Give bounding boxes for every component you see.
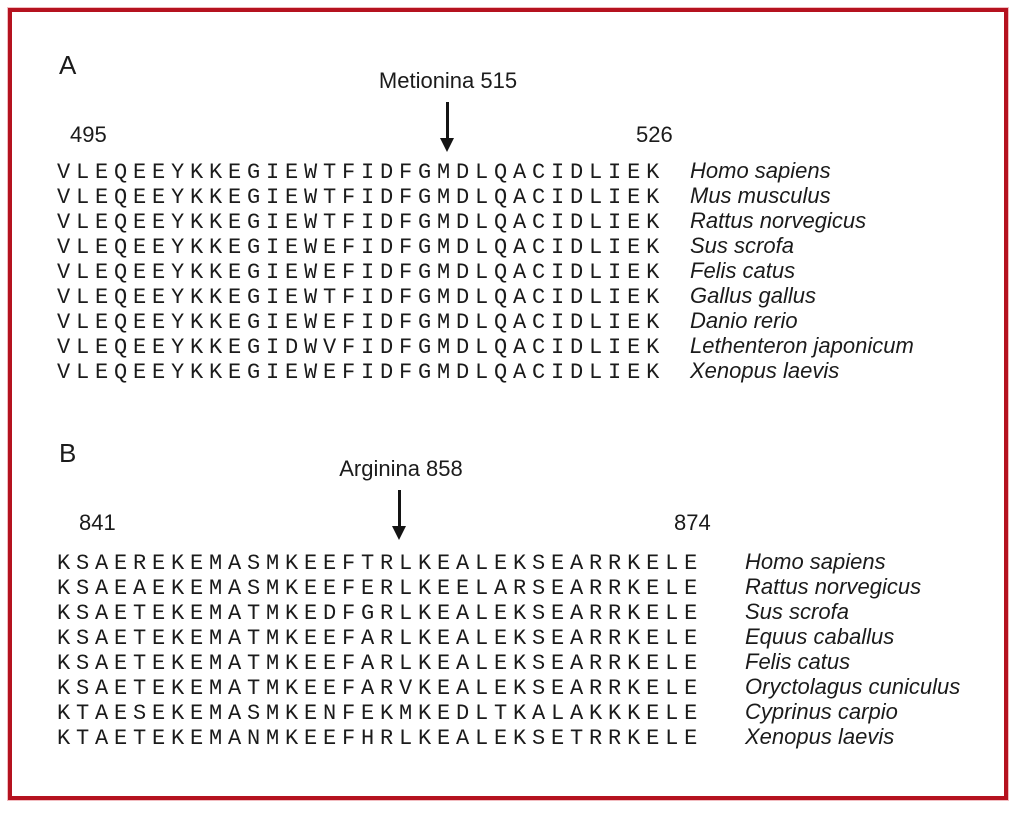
panel-b-range-start: 841 xyxy=(79,510,116,535)
arrow-stem xyxy=(446,102,449,140)
species-name: Lethenteron japonicum xyxy=(690,333,914,358)
sequence-text: KSAETEKEMATMKEEFARLKEALEKSEARRKELE xyxy=(57,626,704,651)
sequence-text: KSAETEKEMATMKEDFGRLKEALEKSEARRKELE xyxy=(57,601,704,626)
alignment-row xyxy=(57,308,914,333)
alignment-row xyxy=(57,674,960,699)
alignment-row xyxy=(57,333,914,358)
species-name: Sus scrofa xyxy=(690,233,794,258)
species-name: Felis catus xyxy=(690,258,796,283)
panel-b-annotation: Arginina 858 xyxy=(339,456,463,481)
sequence-text: VLEQEEYKKEGIEWEFIDFGMDLQACIDLIEK xyxy=(57,260,666,285)
panel-a-range-end: 526 xyxy=(636,122,673,147)
species-name: Cyprinus carpio xyxy=(745,699,898,724)
sequence-text: VLEQEEYKKEGIEWEFIDFGMDLQACIDLIEK xyxy=(57,310,666,335)
alignment-row xyxy=(57,549,960,574)
species-name: Felis catus xyxy=(745,649,851,674)
panel-a-alignment xyxy=(57,158,914,383)
arrow-head xyxy=(392,526,406,540)
species-name: Rattus norvegicus xyxy=(745,574,922,599)
alignment-row xyxy=(57,699,960,724)
panel-a-range-start: 495 xyxy=(70,122,107,147)
sequence-text: VLEQEEYKKEGIEWEFIDFGMDLQACIDLIEK xyxy=(57,360,666,385)
alignment-row xyxy=(57,183,914,208)
alignment-row xyxy=(57,258,914,283)
panel-a-annotation: Metionina 515 xyxy=(378,68,518,93)
alignment-row xyxy=(57,724,960,749)
sequence-text: VLEQEEYKKEGIEWTFIDFGMDLQACIDLIEK xyxy=(57,160,666,185)
alignment-row xyxy=(57,233,914,258)
species-name: Oryctolagus cuniculus xyxy=(745,674,961,699)
species-name: Sus scrofa xyxy=(745,599,849,624)
sequence-text: KSAETEKEMATMKEEFARLKEALEKSEARRKELE xyxy=(57,651,704,676)
alignment-row xyxy=(57,283,914,308)
sequence-text: KSAEAEKEMASMKEEFERLKEELARSEARRKELE xyxy=(57,576,704,601)
panel-a-label: A xyxy=(59,50,77,80)
sequence-text: VLEQEEYKKEGIEWEFIDFGMDLQACIDLIEK xyxy=(57,235,666,260)
sequence-text: KTAESEKEMASMKENFEKMKEDLTKALAKKKELE xyxy=(57,701,704,726)
sequence-text: VLEQEEYKKEGIEWTFIDFGMDLQACIDLIEK xyxy=(57,185,666,210)
species-name: Gallus gallus xyxy=(690,283,816,308)
alignment-row xyxy=(57,599,960,624)
alignment-row xyxy=(57,624,960,649)
species-name: Homo sapiens xyxy=(690,158,831,183)
species-name: Equus caballus xyxy=(745,624,895,649)
species-name: Mus musculus xyxy=(690,183,831,208)
arrow-head xyxy=(440,138,454,152)
sequence-text: VLEQEEYKKEGIDWVFIDFGMDLQACIDLIEK xyxy=(57,335,666,360)
alignment-row xyxy=(57,649,960,674)
arrow-stem xyxy=(398,490,401,528)
species-name: Xenopus laevis xyxy=(745,724,895,749)
sequence-text: VLEQEEYKKEGIEWTFIDFGMDLQACIDLIEK xyxy=(57,285,666,310)
panel-b-label: B xyxy=(59,438,77,468)
species-name: Danio rerio xyxy=(690,308,798,333)
sequence-text: KTAETEKEMANMKEEFHRLKEALEKSETRRKELE xyxy=(57,726,704,751)
species-name: Rattus norvegicus xyxy=(690,208,867,233)
alignment-row xyxy=(57,158,914,183)
alignment-row xyxy=(57,208,914,233)
sequence-text: KSAEREKEMASMKEEFTRLKEALEKSEARRKELE xyxy=(57,551,704,576)
sequence-text: VLEQEEYKKEGIEWTFIDFGMDLQACIDLIEK xyxy=(57,210,666,235)
sequence-text: KSAETEKEMATMKEEFARVKEALEKSEARRKELE xyxy=(57,676,704,701)
species-name: Homo sapiens xyxy=(745,549,886,574)
panel-b-range-end: 874 xyxy=(674,510,711,535)
alignment-row xyxy=(57,574,960,599)
panel-b-alignment xyxy=(57,549,960,749)
alignment-row xyxy=(57,358,914,383)
species-name: Xenopus laevis xyxy=(690,358,840,383)
